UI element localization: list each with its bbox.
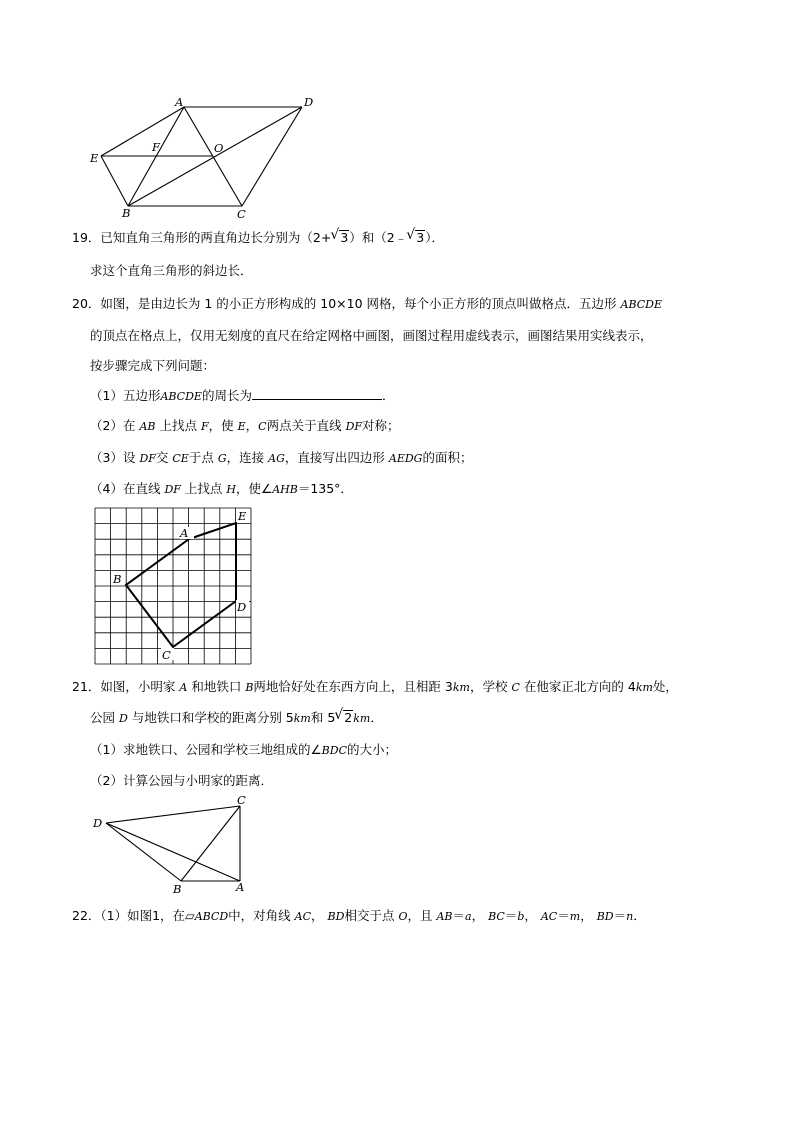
label-B: B <box>122 206 131 220</box>
label-B: B <box>173 882 182 896</box>
label-B: B <box>113 572 122 586</box>
q20-line1: 20．如图，是由边长为 1 的小正方形构成的 10×10 网格，每个小正方形的顶点叫做格点．五边形 ABCDE <box>72 296 663 311</box>
label-C: C <box>237 793 246 807</box>
sqrt-2: √ 2 <box>335 710 353 725</box>
sqrt-3-b: √ 3 <box>407 230 425 245</box>
q21-part2: （2）计算公园与小明家的距离． <box>90 773 273 788</box>
q20-line2: 的顶点在格点上，仅用无刻度的直尺在给定网格中画图，画图过程用虚线表示，画图结果用实线表示， <box>90 328 653 343</box>
label-A: A <box>236 880 245 894</box>
label-C: C <box>237 207 246 221</box>
q20-part3: （3）设 DF交 CE于点 G，连接 AG，直接写出四边形 AEDG的面积； <box>90 450 473 465</box>
q21-line1: 21．如图，小明家 A 和地铁口 B两地恰好处在东西方向上，且相距 3km，学校 C 在他家正北方向的 4km处， <box>72 679 678 694</box>
q21-line2: 公园 D 与地铁口和学校的距离分别 5km和 5√ 2km． <box>90 708 383 726</box>
label-E: E <box>90 151 99 165</box>
q21-part1: （1）求地铁口、公园和学校三地组成的∠BDC的大小； <box>90 742 398 757</box>
q20-part1: （1）五边形ABCDE的周长为 ． <box>90 388 395 403</box>
label-O: O <box>214 141 224 155</box>
label-D: D <box>304 95 314 109</box>
q19-line2: 求这个直角三角形的斜边长． <box>90 263 253 278</box>
q22-line1: 22．（1）如图1，在▱ABCD中，对角线 AC， BD相交于点 O，且 AB＝a， BC＝b， AC＝m， BD＝n． <box>72 908 646 923</box>
sqrt-3-a: √ 3 <box>331 230 349 245</box>
q20-line3: 按步骤完成下列问题： <box>90 358 216 373</box>
q20-part2: （2）在 AB 上找点 F，使 E，C两点关于直线 DF对称； <box>90 418 400 433</box>
label-D: D <box>237 600 247 614</box>
q19-line1: 19．已知直角三角形的两直角边长分别为（2+√ 3）和（2﹣√ 3）． <box>72 228 444 246</box>
label-A: A <box>180 526 189 540</box>
label-C: C <box>162 648 171 662</box>
q20-part4: （4）在直线 DF 上找点 H，使∠AHB＝135°． <box>90 481 353 496</box>
grid-figure <box>88 502 258 666</box>
map-triangle-figure <box>88 792 258 896</box>
label-F: F <box>152 140 160 154</box>
label-E: E <box>238 509 247 523</box>
parallelogram-figure <box>84 92 324 222</box>
answer-blank <box>252 387 382 400</box>
label-A: A <box>175 95 184 109</box>
label-D: D <box>93 816 103 830</box>
